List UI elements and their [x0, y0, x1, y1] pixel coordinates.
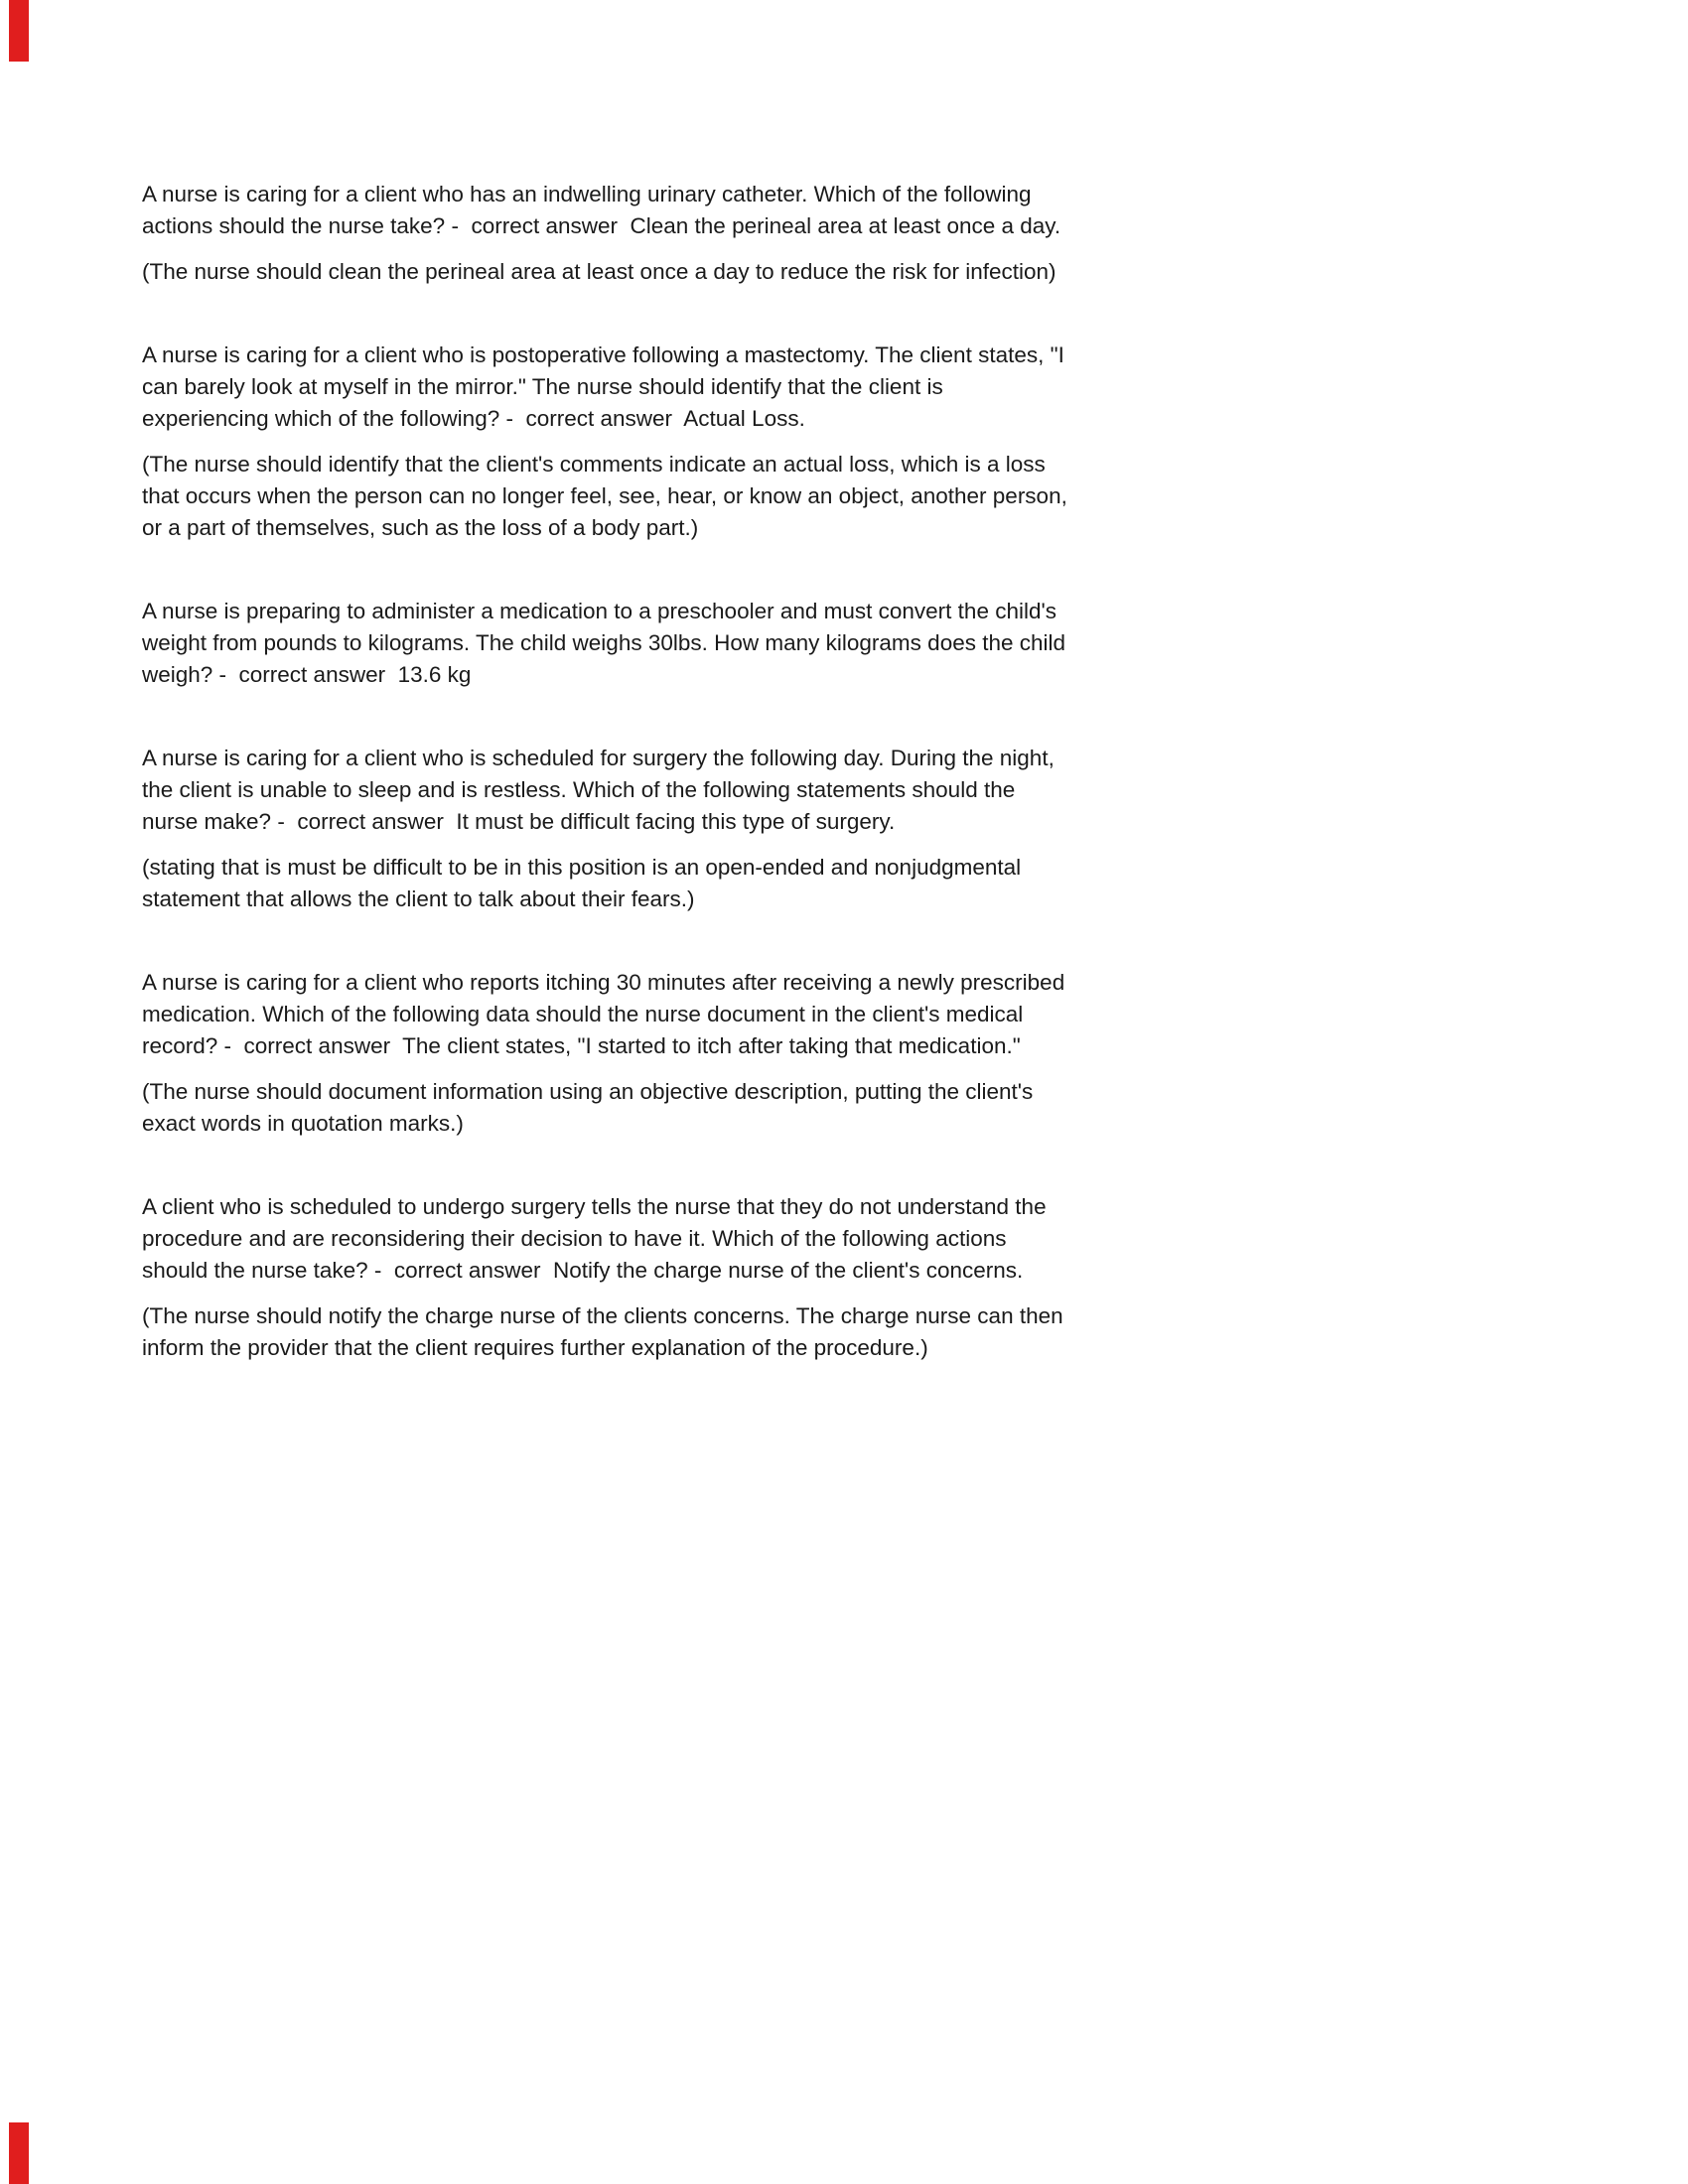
rationale-text: (The nurse should document information using an objective description, putting the client's exact words in quotation marks.): [142, 1079, 1040, 1136]
rationale-text: (stating that is must be difficult to be in this position is an open-ended and nonjudgmental statement that allows the client to talk about their fears.): [142, 855, 1028, 911]
page-corner-mark-top: [9, 0, 29, 62]
qa-block: [142, 967, 1075, 1140]
qa-block: [142, 743, 1075, 915]
rationale-text: (The nurse should clean the perineal area at least once a day to reduce the risk for infection): [142, 259, 1056, 284]
question-text: A nurse is caring for a client who is scheduled for surgery the following day. During the night, the client is unable to sleep and is restless. Which of the following statements should the nurse make? - correct answer It must be difficult facing this type of surgery.: [142, 746, 1061, 834]
qa-block: [142, 1191, 1075, 1364]
rationale-text: (The nurse should notify the charge nurse of the clients concerns. The charge nurse can then inform the provider that the client requires further explanation of the procedure.): [142, 1303, 1069, 1360]
qa-block: [142, 340, 1075, 544]
question-text: A nurse is caring for a client who reports itching 30 minutes after receiving a newly prescribed medication. Which of the following data should the nurse document in the client's medical record? - correct answer The client states, "I started to itch after taking that medication.": [142, 970, 1071, 1058]
question-text: A nurse is preparing to administer a medication to a preschooler and must convert the child's weight from pounds to kilograms. The child weighs 30lbs. How many kilograms does the child weigh? - correct answer 13.6 kg: [142, 599, 1072, 687]
question-text: A client who is scheduled to undergo surgery tells the nurse that they do not understand the procedure and are reconsidering their decision to have it. Which of the following actions should the nurse take? - correct answer Notify the charge nurse of the client's concerns.: [142, 1194, 1053, 1283]
qa-block: [142, 596, 1075, 691]
qa-block: [142, 179, 1075, 288]
page-corner-mark-bottom: [9, 2122, 29, 2184]
rationale-text: (The nurse should identify that the client's comments indicate an actual loss, which is a loss that occurs when the person can no longer feel, see, hear, or know an object, another person, or a part of themselves, such as the loss of a body part.): [142, 452, 1074, 540]
question-text: A nurse is caring for a client who has an indwelling urinary catheter. Which of the following actions should the nurse take? - correct answer Clean the perineal area at least once a day.: [142, 182, 1061, 238]
question-text: A nurse is caring for a client who is postoperative following a mastectomy. The client states, "I can barely look at myself in the mirror." The nurse should identify that the client is experiencing which of the following? - correct answer Actual Loss.: [142, 342, 1071, 431]
document-body: [142, 179, 1075, 1416]
